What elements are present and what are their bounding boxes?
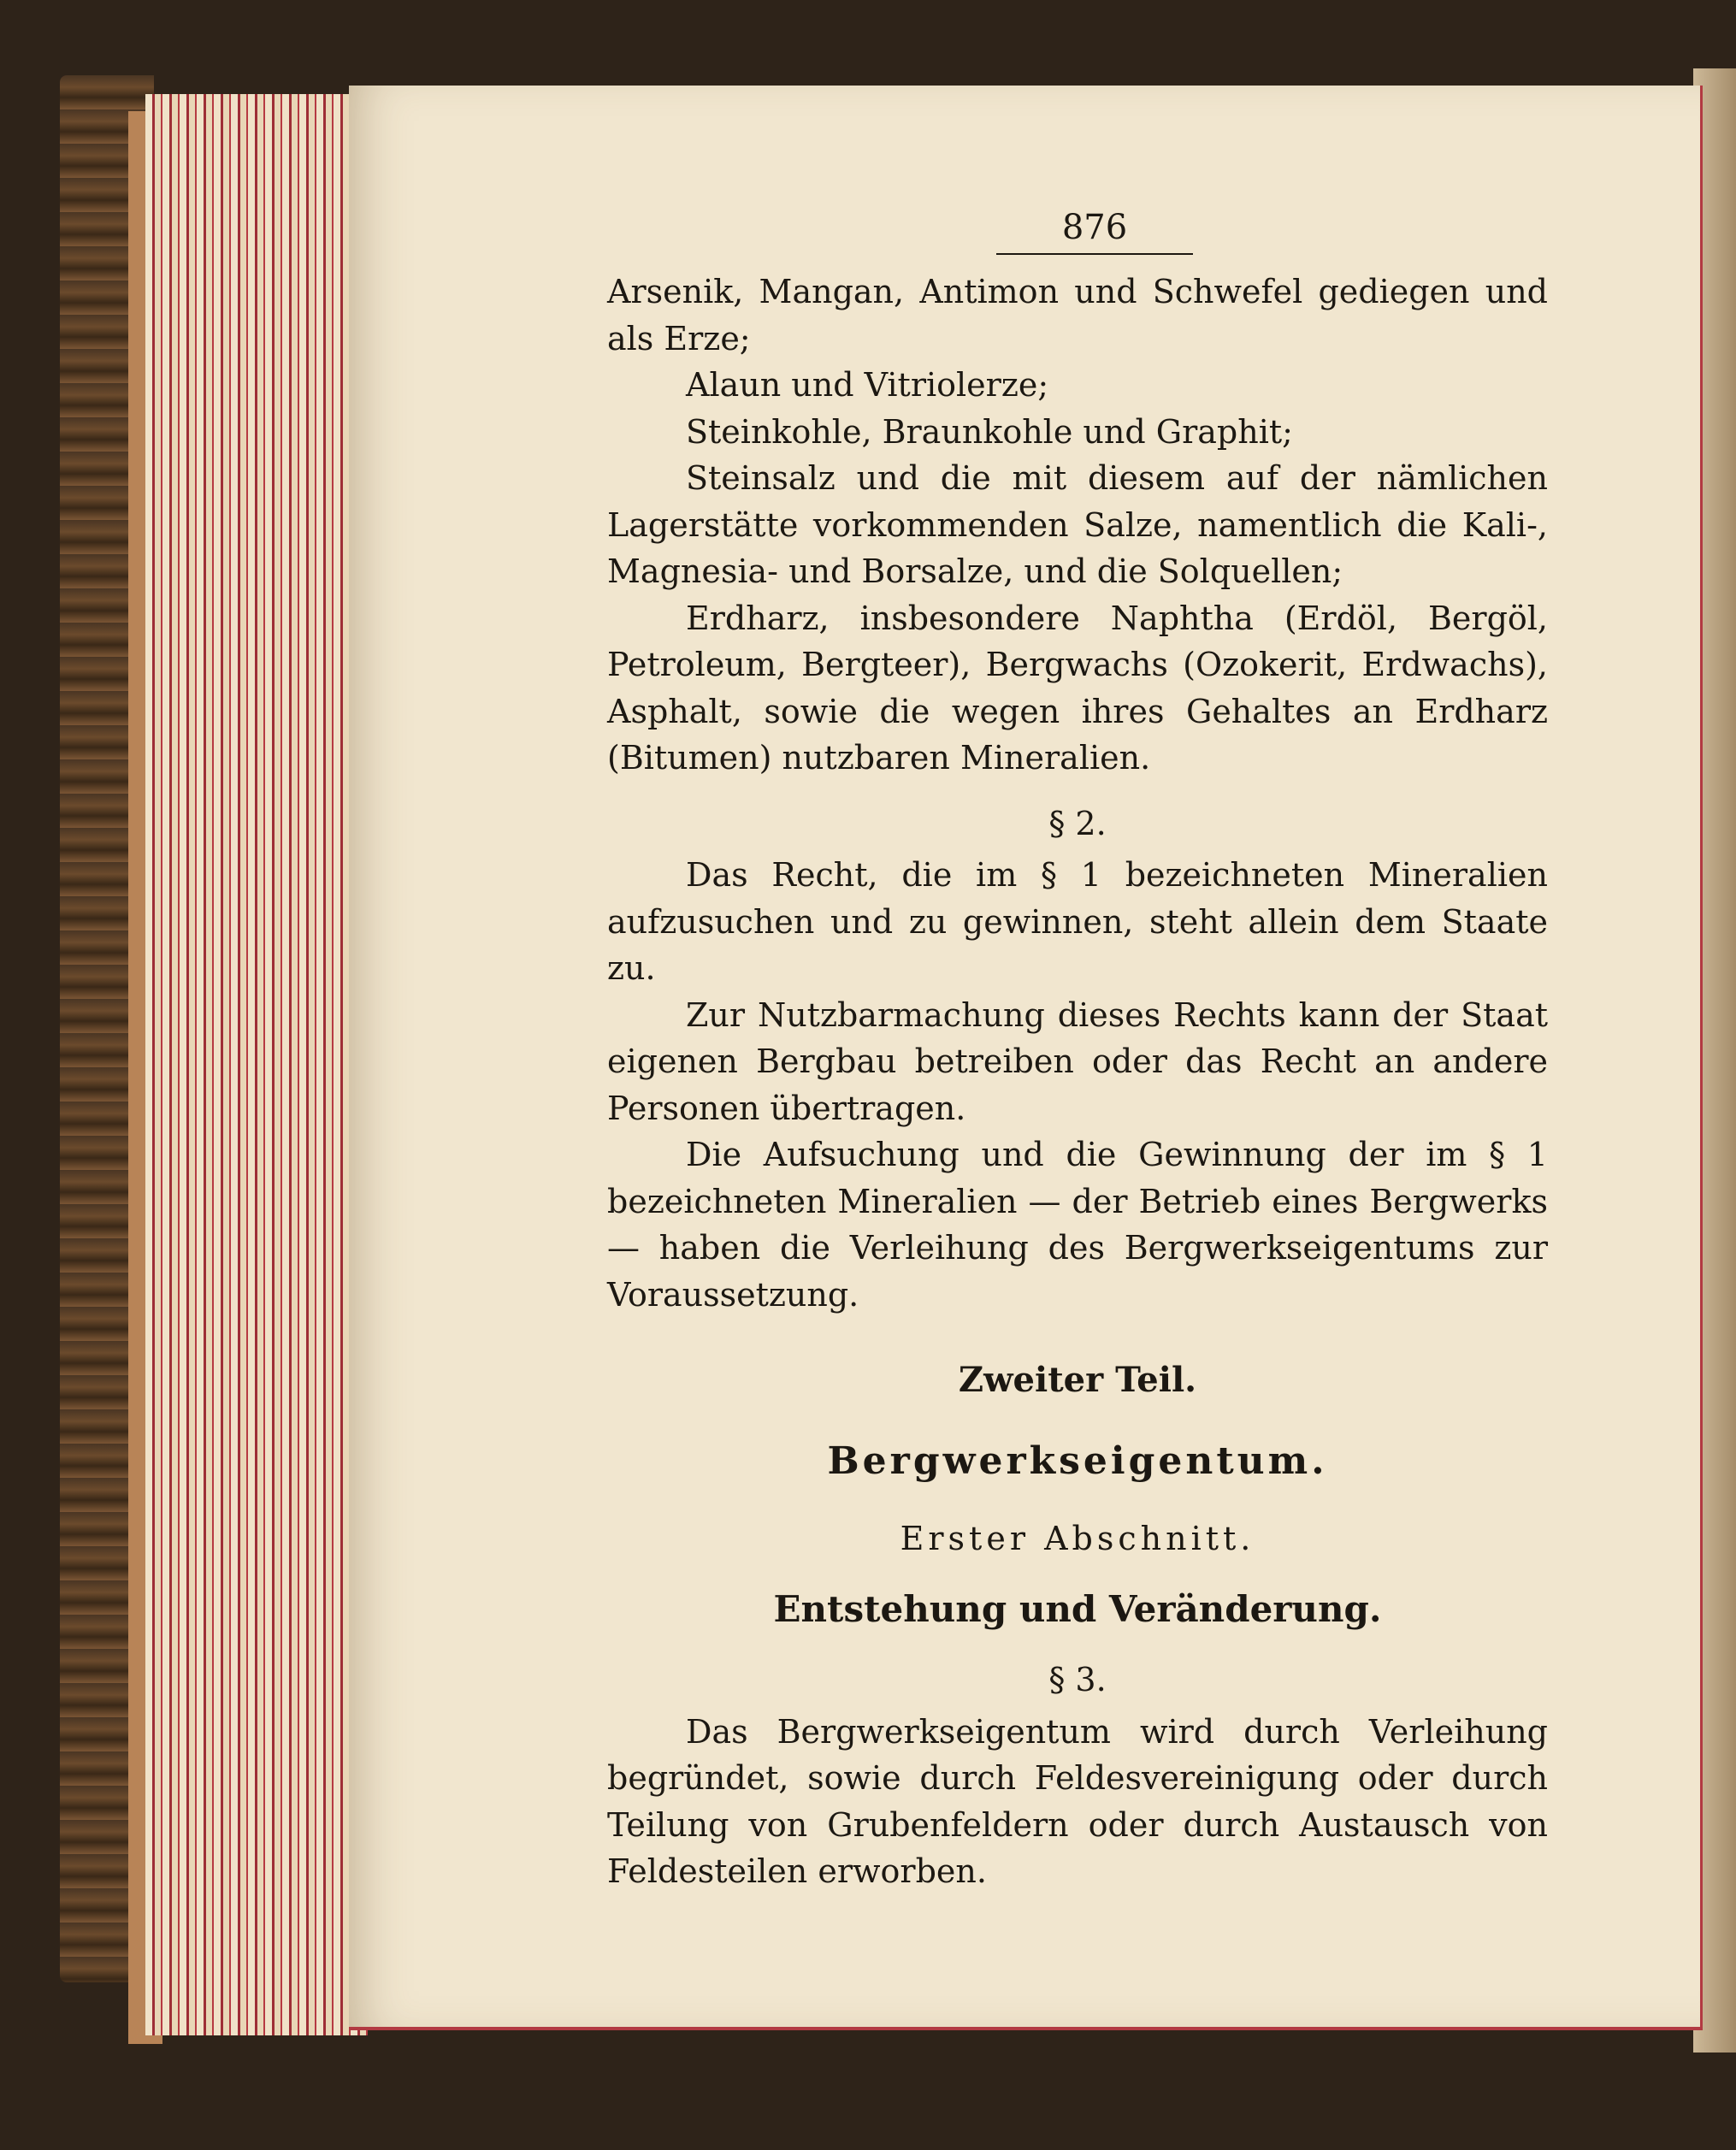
section-3-paragraph: Das Bergwerkseigentum wird durch Verleihung begründet, sowie durch Feldesvereinigung oder durch Teilung von Grubenfeldern oder durch Austausch von Feldesteilen erworben. [607,1712,1548,1890]
section-2-heading: § 2. [1048,804,1107,842]
page-edges-stack [145,94,368,2035]
list-item: Erdharz, insbesondere Naphtha (Erdöl, Bergöl, Petroleum, Bergteer), Bergwachs (Ozokerit, Erdwachs), Asphalt, sowie die wegen ihres Gehaltes an Erdharz (Bitumen) nutzbaren Mineralien. [607,599,1548,777]
section-2-paragraph: Zur Nutzbarmachung dieses Rechts kann der Staat eigenen Bergbau betreiben oder das Recht an andere Personen übertragen. [607,995,1548,1127]
part-subject: Bergwerkseigentum. [827,1438,1328,1483]
continuation-text: Arsenik, Mangan, Antimon und Schwefel gediegen und als Erze; [607,273,1548,357]
section-2-paragraph: Das Recht, die im § 1 bezeichneten Mineralien aufzusuchen und zu gewinnen, steht allein dem Staate zu. [607,856,1548,987]
list-item: Steinsalz und die mit diesem auf der nämlichen Lagerstätte vorkommenden Salze, namentlich die Kali-, Magnesia- und Borsalze, und die Solquellen; [607,459,1548,590]
chapter-subject: Entstehung und Veränderung. [773,1587,1382,1630]
part-title: Zweiter Teil. [958,1360,1197,1400]
list-item: Alaun und Vitriolerze; [686,366,1049,404]
section-3-heading: § 3. [1048,1661,1107,1698]
list-item: Steinkohle, Braunkohle und Graphit; [686,412,1293,451]
page-number: 876 [996,205,1193,255]
chapter-title: Erster Abschnitt. [900,1520,1255,1557]
page-content [607,197,1548,1895]
section-2-paragraph: Die Aufsuchung und die Gewinnung der im § 1 bezeichneten Mineralien — der Betrieb eines Bergwerks — haben die Verleihung des Bergwerkseigentums zur Voraussetzung. [607,1136,1548,1314]
